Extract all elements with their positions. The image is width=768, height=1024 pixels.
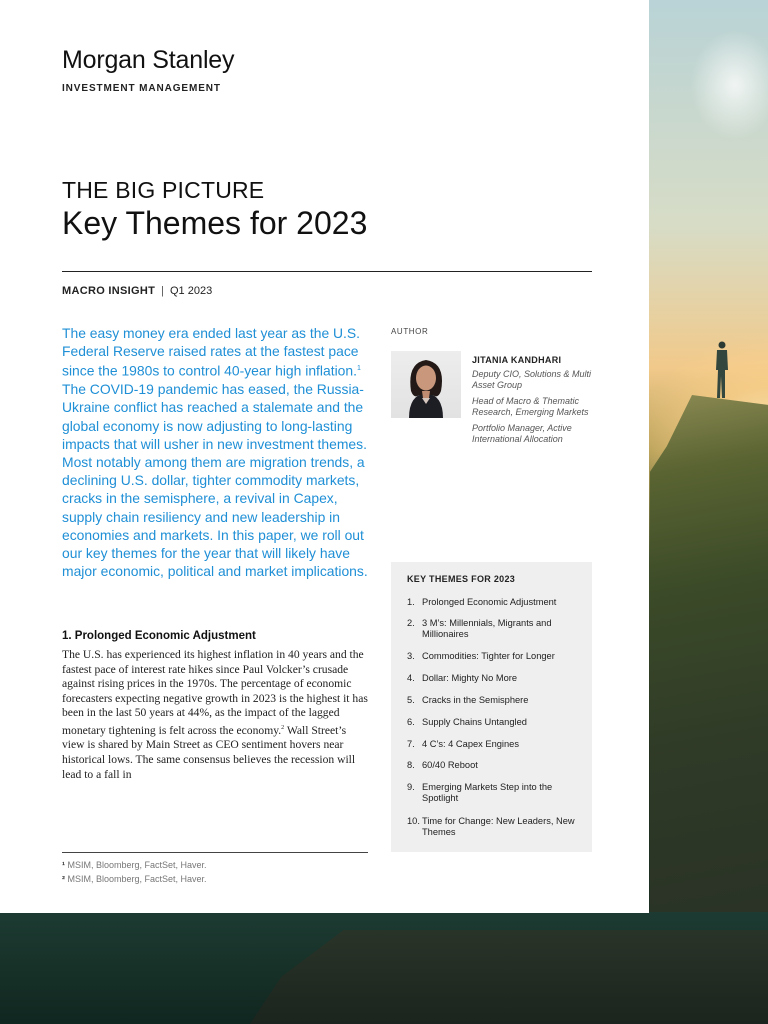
theme-item: 1. Prolonged Economic Adjustment xyxy=(407,597,557,607)
section-heading: 1. Prolonged Economic Adjustment xyxy=(62,630,256,642)
footnotes xyxy=(62,858,207,886)
theme-item: 10. Time for Change: New Leaders, New Themes xyxy=(407,816,575,837)
theme-item: 3. Commodities: Tighter for Longer xyxy=(407,651,555,661)
rock-outcrop xyxy=(250,930,768,1024)
author-label: AUTHOR xyxy=(391,327,429,336)
footnote-ref-2: 2 xyxy=(281,724,285,731)
key-themes-box xyxy=(391,562,592,852)
footnote-divider xyxy=(62,852,368,853)
divider xyxy=(62,271,592,272)
hiker-silhouette xyxy=(710,340,734,402)
cloud xyxy=(690,30,768,140)
theme-item: 7. 4 C’s: 4 Capex Engines xyxy=(407,739,519,749)
brand-logo: Morgan Stanley xyxy=(62,46,235,74)
series-label: MACRO INSIGHT xyxy=(62,285,156,297)
author-role: Head of Macro & Thematic Research, Emerging Markets xyxy=(472,396,589,417)
page-kicker: THE BIG PICTURE xyxy=(62,177,265,203)
theme-item: 8. 60/40 Reboot xyxy=(407,760,478,770)
theme-item: 4. Dollar: Mighty No More xyxy=(407,673,518,683)
theme-item: 6. Supply Chains Untangled xyxy=(407,717,527,727)
author-role: Portfolio Manager, Active International Allocation xyxy=(472,423,572,444)
meta-separator: | xyxy=(161,285,164,297)
body-text-2: Wall Street’s view is shared by Main Street as CEO sentiment hovers near historical lows. The same consensus believes the recession will lead to a fall in xyxy=(62,723,356,781)
page-title: Key Themes for 2023 xyxy=(62,205,368,241)
author-name: JITANIA KANDHARI xyxy=(472,355,562,365)
publication-meta xyxy=(62,285,212,297)
theme-item: 2. 3 M’s: Millennials, Migrants and Millionaires xyxy=(407,618,552,639)
author-photo xyxy=(391,351,461,418)
brand-division: INVESTMENT MANAGEMENT xyxy=(62,83,221,94)
theme-item: 9. Emerging Markets Step into the Spotlight xyxy=(407,782,553,803)
author-role: Deputy CIO, Solutions & Multi Asset Group xyxy=(472,369,592,390)
author-roles xyxy=(472,369,597,450)
period-label: Q1 2023 xyxy=(169,285,213,297)
lead-text-1: The easy money era ended last year as the U.S. Federal Reserve raised rates at the fastest pace since the 1980s to control 40-year high inflation. xyxy=(62,325,361,380)
footnote-item: ² MSIM, Bloomberg, FactSet, Haver. xyxy=(62,874,207,884)
footnote-item: ¹ MSIM, Bloomberg, FactSet, Haver. xyxy=(62,860,207,870)
body-paragraph xyxy=(62,648,368,782)
lead-paragraph xyxy=(62,324,374,580)
theme-item: 5. Cracks in the Semisphere xyxy=(407,695,529,705)
lead-text-2: The COVID-19 pandemic has eased, the Russia-Ukraine conflict has reached a stalemate and the global economy is now adjusting to long-lasting impacts that will usher in new investment themes. Most notably among them are migration trends, a declining U.S. dollar, tighter commodity markets, cracks in the semisphere, a revival in Capex, supply chain resiliency and new leadership in economies and markets. In this paper, we roll out our key themes for the year that will likely have major economic, political and market implications. xyxy=(62,381,368,580)
footnote-ref-1: 1 xyxy=(356,365,361,373)
key-themes-title: KEY THEMES FOR 2023 xyxy=(407,574,516,584)
body-text-1: The U.S. has experienced its highest inflation in 40 years and the fastest pace of interest rate hikes since Paul Volcker’s crusade against rising prices in the 1970s. The percentage of economic forecasters expecting negative growth in 2023 is the highest it has been in the last 50 years at 44%, as the impact of the lagged monetary tightening is felt across the economy. xyxy=(62,648,368,737)
